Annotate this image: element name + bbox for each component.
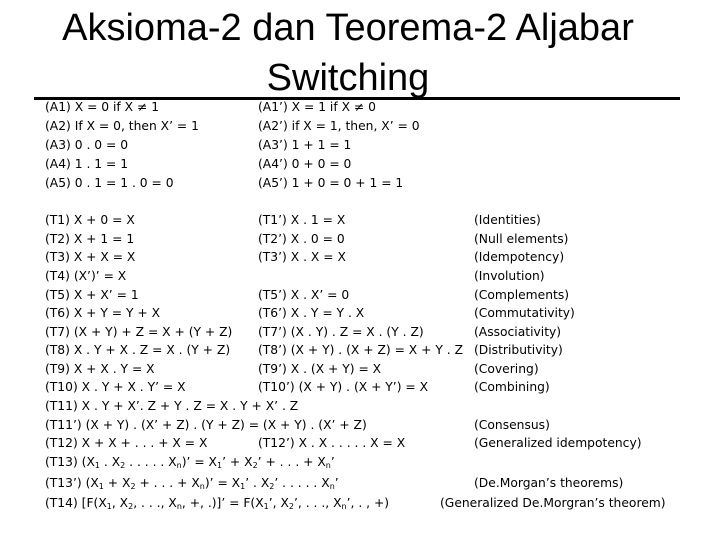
theorem-t5-name: (Complements) [474,288,570,302]
theorem-t11: (T11) X . Y + X’. Z + Y . Z = X . Y + X’ . Z [45,399,299,413]
axiom-a3-dual: (A3’) 1 + 1 = 1 [258,138,352,152]
theorem-t12: (T12) X + X + . . . + X = X [45,436,208,450]
theorem-t9: (T9) X + X . Y = X [45,362,155,376]
theorem-t1-name: (Identities) [474,213,541,227]
theorem-t11-dual: (T11’) (X + Y) . (X’ + Z) . (Y + Z) = (X + Y) . (X’ + Z) [45,418,367,432]
theorem-t2-name: (Null elements) [474,232,569,246]
theorem-t1-dual: (T1’) X . 1 = X [258,213,346,227]
theorem-t1: (T1) X + 0 = X [45,213,135,227]
divider-tick [34,97,37,100]
theorem-t14-name: (Generalized De.Morgran’s theorem) [440,496,666,510]
theorem-t8-name: (Distributivity) [474,343,563,357]
theorem-t8-dual: (T8’) (X + Y) . (X + Z) = X + Y . Z [258,343,464,357]
theorem-t7: (T7) (X + Y) + Z = X + (Y + Z) [45,325,233,339]
theorem-t6-name: (Commutativity) [474,306,575,320]
theorem-t13: (T13) ($X_1$ . $X_2$ . . . . . $X_n$)’ = $X_1$’ + $X_2$’ + . . . + $X_n$’ [45,455,335,470]
theorem-t11-name: (Consensus) [474,418,550,432]
axiom-a5-dual: (A5’) 1 + 0 = 0 + 1 = 1 [258,176,404,190]
theorem-t9-name: (Covering) [474,362,539,376]
axiom-a4-dual: (A4’) 0 + 0 = 0 [258,157,352,171]
theorem-t14: (T14) [$F(X_1$, $X_2$, . . ., $X_n$, +, .)]’ = $F(X_1$’, $X_2$’, . . ., $X_n$’, . , +) [45,496,390,511]
axiom-a1: (A1) X = 0 if X ≠ 1 [45,100,160,114]
axiom-a2-dual: (A2’) if X = 1, then, X’ = 0 [258,119,420,133]
theorem-t2-dual: (T2’) X . 0 = 0 [258,232,345,246]
theorem-t6: (T6) X + Y = Y + X [45,306,161,320]
theorem-t2: (T2) X + 1 = 1 [45,232,135,246]
theorem-t3: (T3) X + X = X [45,250,136,264]
axiom-a5: (A5) 0 . 1 = 1 . 0 = 0 [45,176,174,190]
theorem-t5: (T5) X + X’ = 1 [45,288,139,302]
theorem-t6-dual: (T6’) X . Y = Y . X [258,306,365,320]
theorem-t7-dual: (T7’) (X . Y) . Z = X . (Y . Z) [258,325,424,339]
theorem-t13-dual: (T13’) ($X_1 + X_2$ + . . . + $X_n$)’ = $X_1$’ . $X_2$’ . . . . . $X_n$’ [45,476,339,491]
theorem-t4-name: (Involution) [474,269,545,283]
axiom-a3: (A3) 0 . 0 = 0 [45,138,129,152]
axiom-a4: (A4) 1 . 1 = 1 [45,157,129,171]
theorem-t10-dual: (T10’) (X + Y) . (X + Y’) = X [258,380,429,394]
theorem-t3-name: (Idempotency) [474,250,565,264]
page-title-line-2: Switching [266,57,430,99]
theorem-t12-dual: (T12’) X . X . . . . . X = X [258,436,406,450]
axiom-a2: (A2) If X = 0, then X’ = 1 [45,119,199,133]
theorem-t5-dual: (T5’) X . X’ = 0 [258,288,350,302]
theorem-t12-name: (Generalized idempotency) [474,436,642,450]
theorem-t7-name: (Associativity) [474,325,562,339]
theorem-t9-dual: (T9’) X . (X + Y) = X [258,362,382,376]
theorem-t13-name: (De.Morgan’s theorems) [474,476,624,490]
theorem-t10: (T10) X . Y + X . Y’ = X [45,380,186,394]
axiom-a1-dual: (A1’) X = 1 if X ≠ 0 [258,100,376,114]
theorem-t4: (T4) (X’)’ = X [45,269,127,283]
theorem-t10-name: (Combining) [474,380,550,394]
theorem-t8: (T8) X . Y + X . Z = X . (Y + Z) [45,343,231,357]
page-title-line-1: Aksioma-2 dan Teorema-2 Aljabar [62,7,634,49]
theorem-t3-dual: (T3’) X . X = X [258,250,346,264]
